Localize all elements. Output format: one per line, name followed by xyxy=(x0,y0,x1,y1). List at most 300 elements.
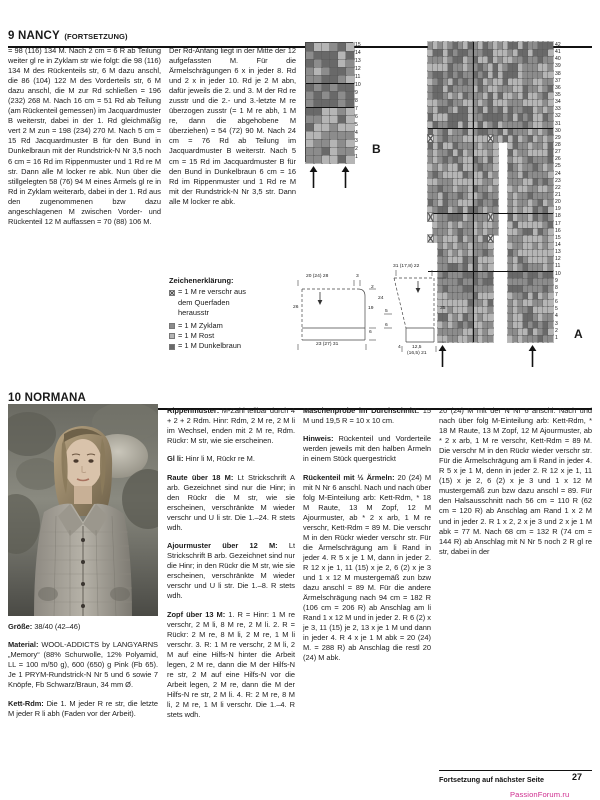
chart-cell xyxy=(306,67,314,75)
chart-row-number: 15 xyxy=(555,234,561,241)
legend-swatch-verschr-icon xyxy=(169,290,175,296)
normana-raute-value: Lt Strickschrift A arb. Gezeichnet sind nur die Hinr; in den Rückr die M str, wie sie erscheinen, verschränkte M wieder verschr und U li str. Die 1.–24. R stets wdh. xyxy=(167,472,295,532)
chart-cell xyxy=(330,43,338,51)
nancy-column-2 xyxy=(169,46,296,207)
chart-cell xyxy=(314,43,322,51)
chart-cell xyxy=(322,131,330,139)
chart-cell xyxy=(346,43,354,51)
section-number-title: 9 NANCY xyxy=(8,30,60,42)
chart-cell xyxy=(346,155,354,163)
chart-cell xyxy=(338,147,346,155)
chart-cell xyxy=(330,59,338,67)
chart-cell xyxy=(548,171,553,178)
legend-swatch-dunkelbraun-icon xyxy=(169,344,175,350)
chart-cell xyxy=(306,155,314,163)
chart-separator xyxy=(428,128,553,129)
chart-row-number: 7 xyxy=(555,291,558,298)
chart-cell xyxy=(548,306,553,313)
normana-zopf-value: 1. R = Hinr: 1 M re verschr, 2 M li, 8 M re, 2 M li. 2. R = Rückr: 2 M re, 8 M li, 2 M re, 1 M li verschr. 3. R: 1 M re verschr, 2 M li, 2 M auf eine Hilfs-N hinter die Arbeit legen, 2 M re, dann die M der Hilfs-N re str, 2 M auf eine Hilfs-N vor die Arbeit legen, 2 M re, dann die M der Hilfs-N re str, 2 M li. 4. R: 2 M re, 8 M li, 2 M re, 1 M li verschr. Die 1.–4. R stets wdh. xyxy=(167,609,295,720)
normana-groesse-value: 38/40 (42–46) xyxy=(34,622,81,631)
page-number: 27 xyxy=(572,772,583,782)
chart-cell xyxy=(346,123,354,131)
chart-row-number: 6 xyxy=(555,299,558,306)
chart-cell xyxy=(338,115,346,123)
chart-cell xyxy=(322,99,330,107)
chart-cell xyxy=(488,313,493,320)
normana-column-2 xyxy=(167,406,295,720)
normana-rueck-value: 20 (24) M mit N Nr 6 anschl. Nach und nach über folg M-Einteilung arb: Kett-Rdm, * 18 M Raute, 13 M Zopf, 12 M Ajourmuster, ab * 2 x arb, 1 M re verschr, Kett-Rdm = 89 M. Die verschr M in den Rückr wieder verschr str. Für die Ärmelschrägung am li Rand in jeder 4. R 5 x je 1 M, dann in jeder 2. R 12 x je 1, 11 (15) x je 2, 6 (2) x je 3 und 1 x 12 M mustergemäß zun bzw dazu anschl = 89 M. Für die andere Ärmelschrägung nach 94 cm = 182 R (106 cm = 206 R) ab Anschlag am li Rand 1 x 12 M und in jeder 2. R 6 (2) x je 3, 11 (15) je 2, 13 x je 1 M und dann in jeder 4. R 4 x je 1 M abk = 20 (24) M. = 288 R) ab Anschlag die restl 20 (24) M abk. xyxy=(303,472,431,663)
normana-hinweis xyxy=(303,434,431,464)
normana-column-1 xyxy=(8,622,158,719)
legend-label-0-cont-1: dem Querfaden xyxy=(178,297,230,307)
schem-body-top-width: 20 (24) 28 xyxy=(306,274,329,279)
chart-b-arrow-right-icon xyxy=(341,166,350,188)
chart-a-arrow-right-icon xyxy=(528,345,537,367)
chart-cell xyxy=(314,83,322,91)
chart-cell xyxy=(314,155,322,163)
legend-label-1: = 1 M Zyklam xyxy=(178,320,223,330)
legend-zeichenerklaerung xyxy=(169,276,294,352)
chart-cell xyxy=(306,99,314,107)
chart-row-number: 17 xyxy=(555,220,561,227)
chart-cell xyxy=(346,67,354,75)
chart-cell xyxy=(338,83,346,91)
chart-a-row-numbers xyxy=(555,42,571,342)
chart-row-number: 16 xyxy=(555,227,561,234)
normana-column-4 xyxy=(439,406,592,557)
legend-item-0 xyxy=(169,287,294,297)
chart-row-number: 1 xyxy=(555,334,558,341)
normana-glli-label: Gl li: xyxy=(167,454,184,464)
chart-cell xyxy=(314,91,322,99)
chart-cell xyxy=(330,155,338,163)
chart-b-row-numbers xyxy=(355,42,369,162)
chart-cell xyxy=(346,51,354,59)
chart-row-number: 26 xyxy=(555,156,561,163)
chart-cell xyxy=(548,56,553,63)
chart-cell xyxy=(346,107,354,115)
chart-row-number: 8 xyxy=(355,98,358,105)
chart-row-number: 38 xyxy=(555,70,561,77)
chart-cell xyxy=(306,75,314,83)
chart-cell xyxy=(548,313,553,320)
chart-row-number: 33 xyxy=(555,106,561,113)
chart-cell xyxy=(306,147,314,155)
chart-cell xyxy=(314,147,322,155)
chart-cell xyxy=(548,235,553,242)
chart-cell xyxy=(548,42,553,49)
chart-cell xyxy=(338,107,346,115)
normana-groesse-label: Größe: xyxy=(8,622,33,631)
chart-cell xyxy=(314,67,322,75)
chart-cell xyxy=(346,99,354,107)
normana-kettrdm xyxy=(8,699,158,719)
normana-glli xyxy=(167,454,295,464)
chart-cell xyxy=(548,149,553,156)
chart-cell xyxy=(314,139,322,147)
schem-sleeve-bottom: 12,5 xyxy=(412,345,422,350)
chart-cell xyxy=(338,155,346,163)
normana-raute xyxy=(167,473,295,533)
chart-row-number: 35 xyxy=(555,91,561,98)
chart-row-number: 29 xyxy=(555,134,561,141)
chart-row-number: 13 xyxy=(555,249,561,256)
chart-row-number: 3 xyxy=(555,320,558,327)
chart-cell xyxy=(493,199,498,206)
normana-col4-text: 20 (24) M mit der N Nr 6 anschl. Nach und nach über folg M-Einteilung arb: Kett-Rdm, * 18 M Raute, 13 M Zopf, 12 M Ajourmuster, ab * 2 x arb, 1 M re verschr, Kett-Rdm = 89 M. Die verschr M in den Rückr wieder verschr str. Für die Ärmelschrägung am li Rand in jeder 4. R 5 x je 1 M, denn in jeder 2. R 12 x je 1, 11 (15) x je 2, 6 (2) x je 3 und 1 x 12 M mustergemäß zun bzw dazu anschl = 89. Für den Halsausschnitt nach 56 cm = 110 R (62 cm = 120 R) ab Anschlag am Rand 1 x 2 M und in jeder 2. R 1 x 2, 2 x je 3 und 2 x je 1 M abk = 77 M. Nach 68 cm = 132 R (74 cm = 144 R) ab Anschlag mit N Nr 5 noch 2 R gl re str, dabei in der xyxy=(439,406,592,556)
schem-body-right-mid: 19 xyxy=(368,306,374,311)
chart-cell xyxy=(493,178,498,185)
chart-row-number: 24 xyxy=(555,170,561,177)
chart-cell xyxy=(548,156,553,163)
chart-row-number: 31 xyxy=(555,120,561,127)
chart-cell xyxy=(488,335,493,342)
chart-cell xyxy=(493,221,498,228)
chart-row-number: 36 xyxy=(555,84,561,91)
normana-ajour-value: Lt Strickschrift B arb. Gezeichnet sind nur die Hinr; in den Rückr die M str, wie sie erscheinen, verschränkte M wieder verschr und U li str. Die 1.–8. R stets wdh. xyxy=(167,541,295,601)
chart-row-number: 21 xyxy=(555,191,561,198)
chart-cell xyxy=(488,271,493,278)
chart-cell xyxy=(548,49,553,56)
chart-cell xyxy=(493,185,498,192)
normana-ajour xyxy=(167,541,295,601)
chart-row-number: 12 xyxy=(555,256,561,263)
chart-cell xyxy=(346,91,354,99)
chart-cell xyxy=(548,185,553,192)
chart-row-number: 4 xyxy=(355,130,358,137)
chart-row-number: 13 xyxy=(355,58,361,65)
chart-row-number: 1 xyxy=(355,154,358,161)
chart-row-number: 40 xyxy=(555,56,561,63)
chart-cell xyxy=(548,113,553,120)
chart-cell xyxy=(548,85,553,92)
chart-cell xyxy=(488,263,493,270)
normana-glli-value: Hinr li M, Rückr re M. xyxy=(185,454,255,464)
chart-cell xyxy=(488,256,493,263)
chart-cell xyxy=(330,123,338,131)
chart-row-number: 37 xyxy=(555,77,561,84)
chart-cell xyxy=(314,59,322,67)
chart-row-number: 25 xyxy=(555,163,561,170)
chart-separator xyxy=(306,107,354,108)
chart-cell xyxy=(306,51,314,59)
schem-sleeve-bottom-sub: (16,5) 21 xyxy=(407,351,427,356)
chart-cell xyxy=(322,115,330,123)
schem-sleeve-left-top: 24 xyxy=(378,296,384,301)
chart-cell xyxy=(338,43,346,51)
chart-row-number: 4 xyxy=(555,313,558,320)
chart-b-arrow-left-icon xyxy=(309,166,318,188)
chart-row-number: 14 xyxy=(555,241,561,248)
schem-sleeve-right: 35 xyxy=(440,306,446,311)
chart-cell xyxy=(548,206,553,213)
chart-cell xyxy=(330,83,338,91)
chart-cell xyxy=(548,142,553,149)
chart-cell xyxy=(330,107,338,115)
chart-cell xyxy=(493,149,498,156)
schem-body-top-right: 3 xyxy=(356,274,359,279)
normana-kettrdm-label: Kett-Rdm: xyxy=(8,698,44,708)
schem-body-right-top: 2 xyxy=(371,285,374,290)
schem-body-left: 26 xyxy=(293,305,299,310)
chart-cell xyxy=(548,263,553,270)
chart-cell xyxy=(548,135,553,142)
chart-cell xyxy=(548,78,553,85)
chart-cell xyxy=(330,75,338,83)
chart-cell xyxy=(330,139,338,147)
chart-cell xyxy=(306,115,314,123)
normana-col4-cont xyxy=(439,406,592,557)
chart-cell xyxy=(548,335,553,342)
chart-cell xyxy=(346,75,354,83)
normana-rueckenteil xyxy=(303,473,431,664)
chart-cell xyxy=(306,139,314,147)
chart-cell xyxy=(493,228,498,235)
chart-cell xyxy=(338,67,346,75)
chart-cell xyxy=(548,221,553,228)
chart-cell xyxy=(306,107,314,115)
legend-swatch-rost-icon xyxy=(169,333,175,339)
legend-label-0-cont-2: herausstr xyxy=(178,308,210,318)
chart-cell xyxy=(314,51,322,59)
normana-hinweis-value: Rückenteil und Vorderteile werden jeweils mit den halben Ärmeln in einem Stück quergestrickt xyxy=(303,434,431,464)
chart-row-number: 23 xyxy=(555,177,561,184)
chart-cell xyxy=(548,92,553,99)
legend-label-2: = 1 M Rost xyxy=(178,331,215,341)
chart-row-number: 19 xyxy=(555,206,561,213)
chart-cell xyxy=(548,99,553,106)
chart-cell xyxy=(548,199,553,206)
chart-row-number: 18 xyxy=(555,213,561,220)
chart-cell xyxy=(548,292,553,299)
chart-cell xyxy=(346,59,354,67)
chart-cell xyxy=(548,271,553,278)
normana-masch-value: 15 M und 19,5 R = 10 x 10 cm. xyxy=(303,406,431,426)
nancy-col2-text: Der Rd-Anfang liegt in der Mitte der 12 aufgefassten M. Für die Ärmelschrägungen 6 x in jeder 8. Rd und 2 x in jeder 10. Rd je 2 M abn, dafür jeweils die 2. und 3. M der Rd re zusstr und die 2.- und 3.-letzte M re überzogen zusstr (= 1 M re abh, 1 M re, dann die abgehobene M überziehen) = 54 (72) 90 M. Nach 24 cm = 76 Rd ab Teilung im Jacquardmuster B weiterstr. Nach 5 cm = 15 Rd im Jacquardmuster B für den Bund in Dunkelbraun 6 cm = 16 Rd im Rippenmuster und 1 Rd re M mit der Rundstrick-N Nr 3,5 str. Dann alle M locker re abk. xyxy=(169,46,296,206)
chart-cell xyxy=(330,131,338,139)
normana-kettrdm-value: Die 1. M jeder R re str, die letzte M jeder R li abh (Faden vor der Arbeit). xyxy=(8,698,159,718)
normana-hinweis-label: Hinweis: xyxy=(303,434,334,444)
legend-item-2 xyxy=(169,331,294,341)
chart-cell xyxy=(322,147,330,155)
chart-cell xyxy=(548,71,553,78)
chart-cell xyxy=(314,75,322,83)
normana-rueck-label: Rückenteil mit ½ Ärmeln: xyxy=(303,472,395,482)
chart-cell xyxy=(493,156,498,163)
chart-row-number: 5 xyxy=(555,306,558,313)
chart-cell xyxy=(346,139,354,147)
chart-cell xyxy=(338,131,346,139)
normana-material xyxy=(8,640,158,690)
chart-cell xyxy=(338,99,346,107)
schem-body-bottom: 23 (27) 31 xyxy=(316,342,339,347)
chart-cell xyxy=(338,51,346,59)
chart-cell xyxy=(493,171,498,178)
normana-material-value: WOOL-ADDICTS by LANGYARNS „Memory“ (88% Schurwolle, 12% Polyamid, LL = 100 m/50 g), 600 (650) g Pink (Fb 65). Je 1 PRYM-Rundstrick-N Nr 5 und 6 sowie 7 Knöpfe, Fb Schwarz/Braun, 34 mm Ø. xyxy=(8,640,158,690)
brand-watermark: PassionForum.ru xyxy=(510,790,570,799)
chart-cell xyxy=(548,256,553,263)
schem-sleeve-left-mid: 5 xyxy=(385,309,388,314)
chart-cell xyxy=(548,328,553,335)
chart-b-label: B xyxy=(372,142,381,156)
chart-row-number: 39 xyxy=(555,63,561,70)
chart-separator xyxy=(306,83,354,84)
chart-cell xyxy=(548,321,553,328)
chart-cell xyxy=(493,213,498,220)
schem-sleeve-top: 31 (17,8) 22 xyxy=(393,264,420,269)
chart-row-number: 14 xyxy=(355,50,361,57)
chart-row-number: 9 xyxy=(555,277,558,284)
chart-cell xyxy=(548,163,553,170)
chart-cell xyxy=(314,107,322,115)
chart-cell xyxy=(488,242,493,249)
chart-cell xyxy=(346,115,354,123)
chart-row-number: 6 xyxy=(355,114,358,121)
chart-cell xyxy=(548,63,553,70)
chart-cell xyxy=(548,249,553,256)
chart-row-number: 2 xyxy=(355,146,358,153)
normana-masch xyxy=(303,406,431,426)
chart-cell xyxy=(330,51,338,59)
chart-cell xyxy=(306,123,314,131)
chart-repeat-divider xyxy=(473,42,474,342)
chart-row-number: 34 xyxy=(555,99,561,106)
chart-cell-verschr-icon xyxy=(488,135,493,142)
chart-cell xyxy=(488,285,493,292)
chart-row-number: 5 xyxy=(355,122,358,129)
chart-cell xyxy=(548,285,553,292)
chart-cell-verschr-icon xyxy=(428,213,433,220)
chart-cell-verschr-icon xyxy=(488,235,493,242)
chart-cell xyxy=(322,67,330,75)
legend-label-3: = 1 M Dunkelbraun xyxy=(178,341,242,351)
chart-cell xyxy=(314,123,322,131)
schem-sleeve-bottom-left: 4 xyxy=(398,345,401,350)
chart-cell xyxy=(306,131,314,139)
section-subtitle: (FORTSETZUNG) xyxy=(64,32,128,41)
chart-cell xyxy=(548,213,553,220)
chart-cell xyxy=(330,147,338,155)
chart-cell xyxy=(493,192,498,199)
legend-item-3 xyxy=(169,341,294,351)
chart-cell xyxy=(493,142,498,149)
chart-row-number: 10 xyxy=(355,82,361,89)
chart-cell xyxy=(314,131,322,139)
chart-cell xyxy=(338,139,346,147)
chart-b-grid xyxy=(305,42,353,162)
chart-a-label: A xyxy=(574,327,583,341)
normana-zopf xyxy=(167,610,295,721)
chart-b xyxy=(305,42,381,162)
chart-row-number: 15 xyxy=(355,42,361,49)
chart-row-number: 42 xyxy=(555,41,561,48)
normana-material-label: Material: xyxy=(8,640,39,650)
chart-cell xyxy=(346,147,354,155)
chart-cell xyxy=(548,192,553,199)
normana-masch-label: Maschenprobe im Durchschnitt: xyxy=(303,406,420,415)
chart-row-number: 11 xyxy=(555,263,561,270)
chart-row-number: 10 xyxy=(555,270,561,277)
chart-cell xyxy=(322,139,330,147)
normana-zopf-label: Zopf über 13 M: xyxy=(167,609,226,619)
chart-cell xyxy=(322,155,330,163)
chart-row-number: 8 xyxy=(555,284,558,291)
legend-item-1 xyxy=(169,321,294,331)
chart-cell xyxy=(322,83,330,91)
chart-cell xyxy=(488,299,493,306)
chart-row-number: 2 xyxy=(555,327,558,334)
chart-cell xyxy=(338,91,346,99)
chart-cell xyxy=(346,83,354,91)
schem-sleeve-left-bot: 6 xyxy=(385,323,388,328)
chart-cell xyxy=(306,43,314,51)
chart-row-number: 32 xyxy=(555,113,561,120)
chart-cell xyxy=(322,75,330,83)
chart-cell xyxy=(314,115,322,123)
chart-cell xyxy=(330,91,338,99)
chart-row-number: 3 xyxy=(355,138,358,145)
chart-cell xyxy=(306,59,314,67)
chart-row-number: 30 xyxy=(555,127,561,134)
chart-cell xyxy=(548,228,553,235)
normana-raute-label: Raute über 18 M: xyxy=(167,472,234,482)
chart-cell xyxy=(548,128,553,135)
chart-cell xyxy=(322,107,330,115)
schematic-body xyxy=(294,272,382,356)
chart-cell xyxy=(488,306,493,313)
chart-cell-verschr-icon xyxy=(488,213,493,220)
model-photo xyxy=(8,404,158,616)
chart-cell xyxy=(322,59,330,67)
chart-cell xyxy=(330,115,338,123)
chart-cell xyxy=(330,99,338,107)
chart-row-number: 7 xyxy=(355,106,358,113)
chart-cell xyxy=(493,163,498,170)
chart-cell xyxy=(488,292,493,299)
footer-divider xyxy=(439,770,592,771)
legend-swatch-zyklam-icon xyxy=(169,323,175,329)
legend-label-0: = 1 M re verschr aus xyxy=(178,287,246,297)
chart-cell xyxy=(493,206,498,213)
chart-row-number: 28 xyxy=(555,141,561,148)
normana-rippen-label: Rippenmuster: xyxy=(167,406,220,415)
chart-cell xyxy=(548,178,553,185)
chart-cell xyxy=(306,91,314,99)
chart-cell xyxy=(548,278,553,285)
chart-cell xyxy=(488,249,493,256)
chart-cell xyxy=(322,51,330,59)
chart-cell xyxy=(488,278,493,285)
section-number-title-2: 10 NORMANA xyxy=(8,392,87,404)
chart-row-number: 22 xyxy=(555,184,561,191)
schematic-sleeve xyxy=(374,266,454,358)
chart-row-number: 9 xyxy=(355,90,358,97)
chart-cell xyxy=(548,299,553,306)
chart-row-number: 41 xyxy=(555,49,561,56)
chart-row-number: 12 xyxy=(355,66,361,73)
normana-groesse xyxy=(8,622,158,632)
normana-column-3 xyxy=(303,406,431,664)
chart-row-number: 11 xyxy=(355,74,361,81)
chart-cell xyxy=(346,131,354,139)
chart-cell xyxy=(306,83,314,91)
chart-cell xyxy=(548,106,553,113)
chart-cell-verschr-icon xyxy=(428,135,433,142)
normana-rippen-value: M-Zahl teilbar durch 4 + 2 + 2 Rdm. Hinr: Rdm, 2 M re, 2 M li im Wechsel, enden mit 2 M re, Rdm. Rückr: M str, wie sie erscheinen. xyxy=(167,406,295,446)
chart-cell xyxy=(322,91,330,99)
normana-ajour-label: Ajourmuster über 12 M: xyxy=(167,541,278,551)
continuation-note: Fortsetzung auf nächster Seite xyxy=(439,775,545,784)
